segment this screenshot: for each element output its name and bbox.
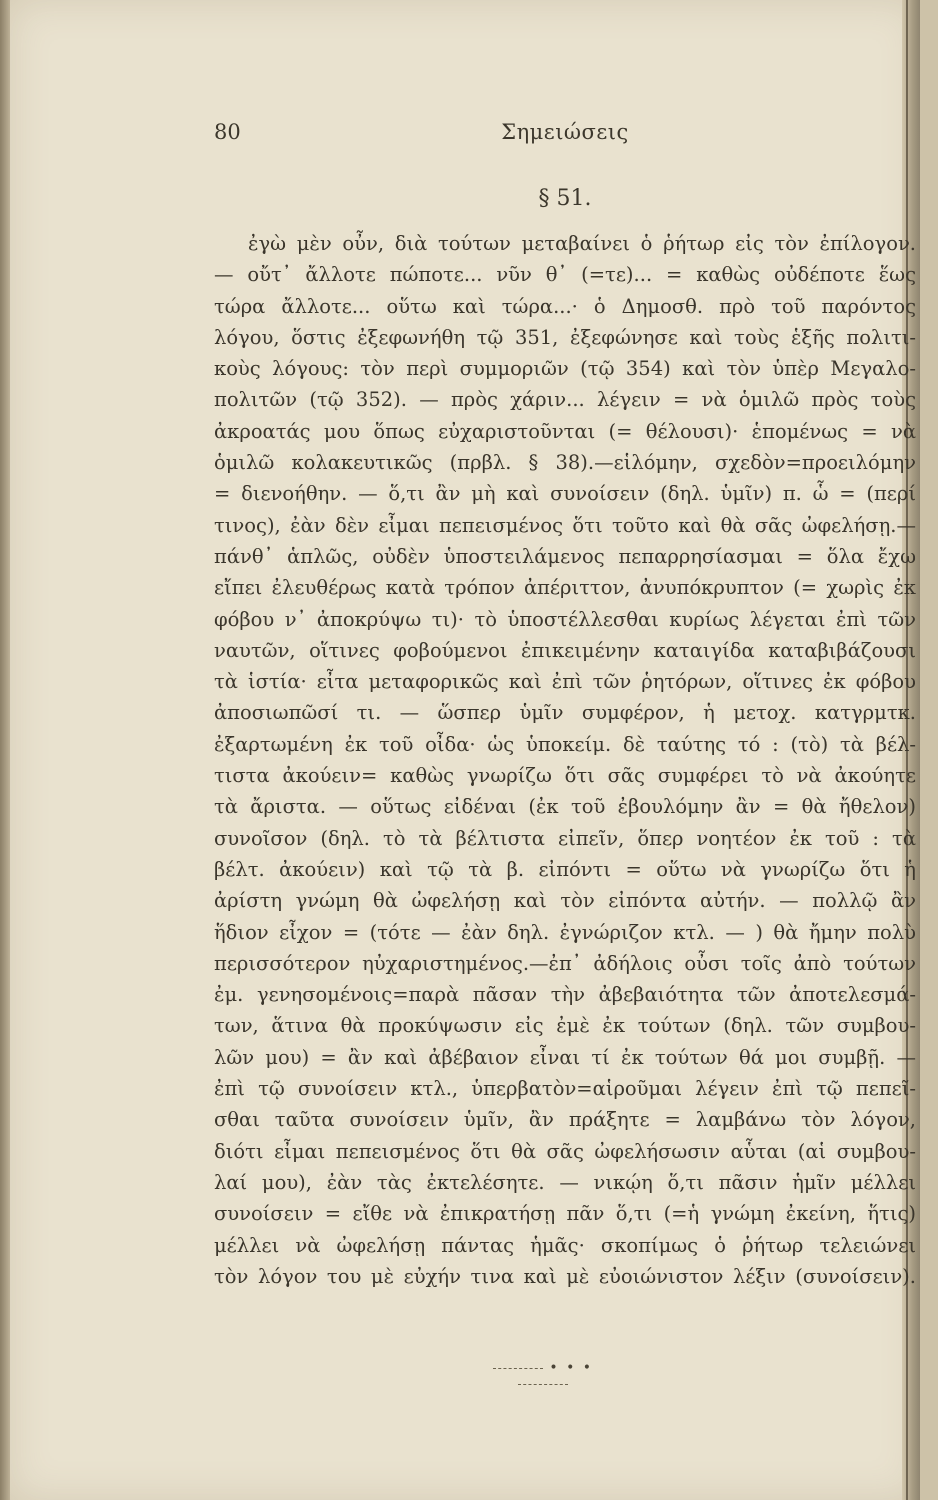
text-line: συνοῖσον (δηλ. τὸ τὰ βέλτιστα εἰπεῖν, ὅπερ νοητέον ἐκ τοῦ : τὰ (214, 826, 916, 850)
text-line: — οὔτ᾽ ἄλλοτε πώποτε... νῦν θ᾽ (=τε)... = καθὼς οὐδέποτε ἕως (214, 263, 916, 287)
text-line: πολιτῶν (τῷ 352). — πρὸς χάριν... λέγειν = νὰ ὁμιλῶ πρὸς τοὺς (214, 388, 916, 412)
text-line: ἀκροατάς μου ὅπως εὐχαριστοῦνται (= θέλουσι)· ἑπομένως = νὰ (214, 419, 916, 443)
text-line: ἐξαρτωμένη ἐκ τοῦ οἶδα· ὡς ὑποκείμ. δὲ ταύτης τό : (τὸ) τὰ βέλ- (214, 732, 916, 756)
text-line: = διενοήθην. — ὅ,τι ἂν μὴ καὶ συνοίσειν (δηλ. ὑμῖν) π. ὧ = (περί (214, 482, 916, 506)
text-line: των, ἅτινα θὰ προκύψωσιν εἰς ἐμὲ ἐκ τούτων (δηλ. τῶν συμβου- (214, 1014, 916, 1038)
text-line: τώρα ἄλλοτε... οὕτω καὶ τώρα...· ὁ Δημοσθ. πρὸ τοῦ παρόντος (214, 294, 916, 318)
text-line: βέλτ. ἀκούειν) καὶ τῷ τὰ β. εἰπόντι = οὕτω νὰ γνωρίζω ὅτι ἡ (214, 857, 916, 881)
ornament-rule-right (518, 1384, 568, 1385)
section-heading: § 51. (538, 186, 592, 211)
running-title: Σημειώσεις (501, 120, 629, 144)
text-line: μέλλει νὰ ὠφελήσῃ πάντας ἡμᾶς· σκοπίμως ὁ ῥήτωρ τελειώνει (214, 1233, 916, 1257)
text-line: πάνθ᾽ ἁπλῶς, οὐδὲν ὑποστειλάμενος πεπαρρησίασμαι = ὅλα ἔχω (214, 544, 916, 568)
text-line: ἀποσιωπῶσί τι. — ὥσπερ ὑμῖν συμφέρον, ἡ μετοχ. κατγρμτκ. (214, 701, 916, 725)
text-line: λῶν μου) = ἂν καὶ ἀβέβαιον εἶναι τί ἐκ τούτων θά μοι συμβῇ. — (214, 1045, 916, 1069)
end-ornament (468, 1360, 618, 1392)
page-number: 80 (214, 120, 241, 144)
text-line: τὸν λόγον του μὲ εὐχήν τινα καὶ μὲ εὐοιώνιστον λέξιν (συνοίσειν). (214, 1264, 916, 1288)
notes-body (214, 228, 916, 1292)
text-line: περισσότερον ηὐχαριστημένος.—ἐπ᾽ ἀδήλοις οὖσι τοῖς ἀπὸ τούτων (214, 951, 916, 975)
text-line: φόβου ν᾽ ἀποκρύψω τι)· τὸ ὑποστέλλεσθαι κυρίως λέγεται ἐπὶ τῶν (214, 607, 916, 631)
text-line: ἐμ. γενησομένοις=παρὰ πᾶσαν τὴν ἀβεβαιότητα τῶν ἀποτελεσμά- (214, 983, 916, 1007)
text-line: τιστα ἀκούειν= καθὼς γνωρίζω ὅτι σᾶς συμφέρει τὸ νὰ ἀκούητε (214, 764, 916, 788)
running-header (214, 120, 916, 154)
scan-left-margin (0, 0, 10, 1500)
text-line: ναυτῶν, οἵτινες φοβούμενοι ἐπικειμένην καταιγίδα καταβιβάζουσι (214, 638, 916, 662)
text-line: ἐπὶ τῷ συνοίσειν κτλ., ὑπερβατὸν=αἱροῦμαι λέγειν ἐπὶ τῷ πεπεῖ- (214, 1077, 916, 1101)
text-line: διότι εἶμαι πεπεισμένος ὅτι θὰ σᾶς ὠφελήσωσιν αὗται (αἱ συμβου- (214, 1139, 916, 1163)
text-line: σθαι ταῦτα συνοίσειν ὑμῖν, ἂν πράξητε = λαμβάνω τὸν λόγον, (214, 1108, 916, 1132)
text-line: ἀρίστη γνώμη θὰ ὠφελήσῃ καὶ τὸν εἰπόντα αὐτήν. — πολλῷ ἂν (214, 889, 916, 913)
text-line: ὁμιλῶ κολακευτικῶς (πρβλ. § 38).—εἱλόμην, σχεδὸν=προειλόμην (214, 451, 916, 475)
text-line: ἥδιον εἶχον = (τότε — ἐὰν δηλ. ἐγνώριζον κτλ. — ) θὰ ἤμην πολὺ (214, 920, 916, 944)
text-line: τὰ ἄριστα. — οὕτως εἰδέναι (ἐκ τοῦ ἐβουλόμην ἂν = θὰ ἤθελον) (214, 795, 916, 819)
text-line: τινος), ἐὰν δὲν εἶμαι πεπεισμένος ὅτι τοῦτο καὶ θὰ σᾶς ὠφελήσῃ.— (214, 513, 916, 537)
ornament-dots: • • • (549, 1360, 594, 1376)
text-line: ἐγὼ μὲν οὖν, διὰ τούτων μεταβαίνει ὁ ῥήτωρ εἰς τὸν ἐπίλογον. (248, 232, 916, 255)
text-line: συνοίσειν = εἴθε νὰ ἐπικρατήσῃ πᾶν ὅ,τι (=ἡ γνώμη ἐκείνη, ἥτις) (214, 1202, 916, 1226)
ornament-rule-left (493, 1368, 543, 1369)
text-line: κοὺς λόγους: τὸν περὶ συμμοριῶν (τῷ 354) καὶ τὸν ὑπὲρ Μεγαλο- (214, 357, 916, 381)
text-line: εἴπει ἐλευθέρως κατὰ τρόπον ἀπέριττον, ἀνυπόκρυπτον (= χωρὶς ἐκ (214, 576, 916, 600)
text-line: λόγου, ὅστις ἐξεφωνήθη τῷ 351, ἐξεφώνησε καὶ τοὺς ἑξῆς πολιτι- (214, 325, 916, 349)
text-line: λαί μου), ἐὰν τὰς ἐκτελέσητε. — νικῴη ὅ,τι πᾶσιν ἡμῖν μέλλει (214, 1170, 916, 1194)
text-line: τὰ ἱστία· εἶτα μεταφορικῶς καὶ ἐπὶ τῶν ῥητόρων, οἵτινες ἐκ φόβου (214, 670, 916, 694)
